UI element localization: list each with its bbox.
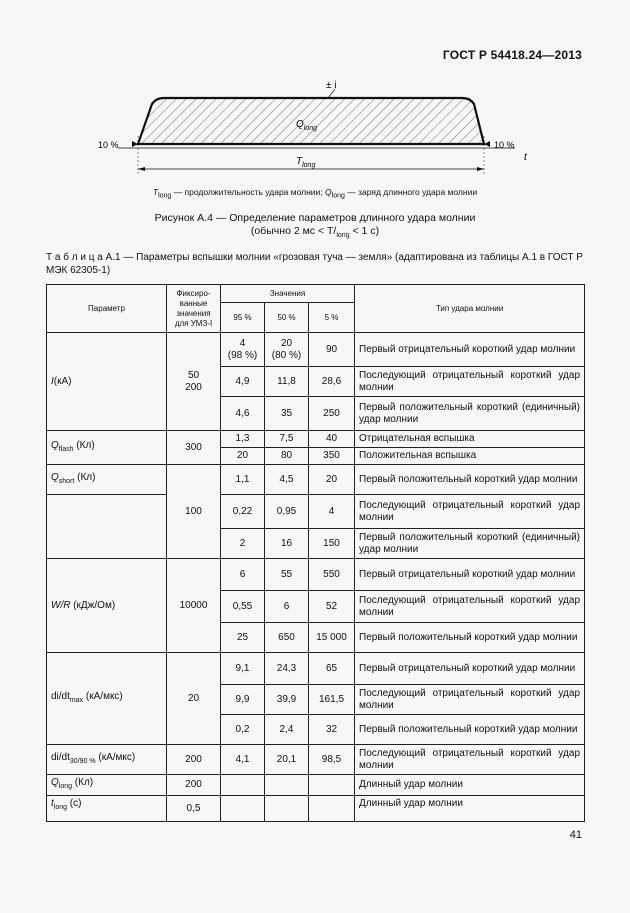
table-cell: 6 (265, 591, 309, 623)
param-didt3090: $di/dt_{30/90 \%}$ (кА/мкс) (47, 745, 167, 775)
table-cell: 350 (309, 448, 355, 465)
table-cell: 2,4 (265, 715, 309, 745)
table-row (47, 745, 585, 775)
table-cell (221, 775, 265, 796)
table-cell: Положительная вспышка (355, 448, 585, 465)
table-cell: 32 (309, 715, 355, 745)
table-cell: Первый положительный короткий удар молнии (355, 465, 585, 495)
table-cell: 28,6 (309, 367, 355, 397)
table-row (47, 796, 585, 822)
header-50: 50 % (265, 303, 309, 333)
long-stroke-figure (90, 76, 540, 176)
table-cell: 4,9 (221, 367, 265, 397)
table-title: Т а б л и ц а А.1 — Параметры вспышки молнии «грозовая туча — земля» (адаптирована из таблицы А.1 в ГОСТ Р МЭК 62305-1) (46, 252, 583, 276)
fixed-didt: 20 (167, 653, 221, 745)
time-axis-label: t (524, 152, 527, 163)
table-cell: 52 (309, 591, 355, 623)
table-cell: 150 (309, 529, 355, 559)
table-row (47, 465, 585, 495)
param-i: I(кА) (47, 333, 167, 431)
header-fixed: Фиксиро-ванные значения для УМЗ-I (167, 285, 221, 333)
t-long-label: $T_{long}$ (296, 156, 316, 169)
header-type: Тип удара молнии (355, 285, 585, 333)
table-cell: Длинный удар молнии (355, 775, 585, 796)
table-row (47, 559, 585, 591)
table-cell: Длинный удар молнии (355, 796, 585, 822)
table-cell: 250 (309, 397, 355, 431)
table-row (47, 775, 585, 796)
table-cell: 650 (265, 623, 309, 653)
left-10-label: 10 % (98, 140, 119, 150)
table-cell: 1,1 (221, 465, 265, 495)
table-cell: 20 (221, 448, 265, 465)
table-cell: 25 (221, 623, 265, 653)
fixed-tlong: 0,5 (167, 796, 221, 822)
q-long-label: $Q_{long}$ (296, 119, 318, 132)
right-10-label: 10 % (494, 140, 515, 150)
table-cell: 4,6 (221, 397, 265, 431)
pulse-shape (138, 98, 484, 144)
table-cell: 40 (309, 431, 355, 448)
header-5: 5 % (309, 303, 355, 333)
figure-legend: $T_{long}$ — продолжительность удара молнии; $Q_{long}$ — заряд длинного удара молнии (152, 187, 478, 200)
param-qshort: $Q_{short}$ (Кл) (47, 465, 167, 495)
table-cell: 6 (221, 559, 265, 591)
table-cell: 4,5 (265, 465, 309, 495)
figure-caption: Рисунок А.4 — Определение параметров длинного удара молнии (обычно 2 мс < $T/_{long} < 1$ с) (154, 212, 476, 240)
table-cell: 0,22 (221, 495, 265, 529)
fixed-didt3090: 200 (167, 745, 221, 775)
param-tlong: $t_{long}$ (с) (47, 796, 167, 822)
table-cell: 55 (265, 559, 309, 591)
fixed-qlong: 200 (167, 775, 221, 796)
table-cell: 20,1 (265, 745, 309, 775)
table-cell: Первый отрицательный короткий удар молнии (355, 559, 585, 591)
tolerance-label: ± i (326, 80, 337, 91)
param-qflash: $Q_{flash}$ (Кл) (47, 431, 167, 465)
table-cell: 0,95 (265, 495, 309, 529)
table-cell: 2 (221, 529, 265, 559)
table-cell: Отрицательная вспышка (355, 431, 585, 448)
table-row (47, 495, 585, 529)
table-cell: 39,9 (265, 685, 309, 715)
fixed-wr: 10000 (167, 559, 221, 653)
table-cell: Последующий отрицательный короткий удар молнии (355, 367, 585, 397)
table-cell: 0,55 (221, 591, 265, 623)
table-cell: Первый положительный короткий удар молнии (355, 623, 585, 653)
header-values: Значения (221, 285, 355, 303)
param-empty (47, 495, 167, 559)
table-cell: 20 (309, 465, 355, 495)
param-wr: W/R (кДж/Ом) (47, 559, 167, 653)
table-cell: 4 (309, 495, 355, 529)
table-row (47, 333, 585, 367)
table-cell: 1,3 (221, 431, 265, 448)
table-cell: 90 (309, 333, 355, 367)
table-cell: Последующий отрицательный короткий удар молнии (355, 745, 585, 775)
table-cell (221, 796, 265, 822)
table-cell: 80 (265, 448, 309, 465)
table-cell: 24,3 (265, 653, 309, 685)
table-cell: 65 (309, 653, 355, 685)
page-number: 41 (569, 829, 582, 841)
table-cell: Первый положительный короткий удар молнии (355, 715, 585, 745)
table-cell: 16 (265, 529, 309, 559)
table-cell: 11,8 (265, 367, 309, 397)
table-cell: 4 (98 %) (221, 333, 265, 367)
lightning-parameters-table (46, 284, 585, 822)
header-95: 95 % (221, 303, 265, 333)
table-cell: 9,1 (221, 653, 265, 685)
table-cell (265, 775, 309, 796)
table-cell: Первый положительный короткий (единичный) удар молнии (355, 397, 585, 431)
fixed-100: 100 (167, 465, 221, 559)
table-row (47, 431, 585, 448)
standard-number: ГОСТ Р 54418.24—2013 (442, 48, 582, 62)
fixed-qflash: 300 (167, 431, 221, 465)
table-cell: Первый положительный короткий (единичный) удар молнии (355, 529, 585, 559)
table-cell: Последующий отрицательный короткий удар молнии (355, 591, 585, 623)
table-cell: Последующий отрицательный короткий удар молнии (355, 495, 585, 529)
table-cell: 550 (309, 559, 355, 591)
table-cell (309, 775, 355, 796)
table-cell: Первый отрицательный короткий удар молнии (355, 653, 585, 685)
table-row (47, 653, 585, 685)
table-cell: 9,9 (221, 685, 265, 715)
table-cell: 7,5 (265, 431, 309, 448)
param-qlong: $Q_{long}$ (Кл) (47, 775, 167, 796)
table-cell: 98,5 (309, 745, 355, 775)
header-param: Параметр (47, 285, 167, 333)
table-cell (265, 796, 309, 822)
table-row (47, 285, 585, 303)
table-cell (309, 796, 355, 822)
table-cell: 20 (80 %) (265, 333, 309, 367)
table-cell: 161,5 (309, 685, 355, 715)
fixed-i: 50 200 (167, 333, 221, 431)
table-cell: 0,2 (221, 715, 265, 745)
param-didt: $di/dt_{max}$ (кА/мкс) (47, 653, 167, 745)
table-cell: 4,1 (221, 745, 265, 775)
table-cell: 15 000 (309, 623, 355, 653)
table-cell: Первый отрицательный короткий удар молнии (355, 333, 585, 367)
table-cell: Последующий отрицательный короткий удар молнии (355, 685, 585, 715)
table-cell: 35 (265, 397, 309, 431)
